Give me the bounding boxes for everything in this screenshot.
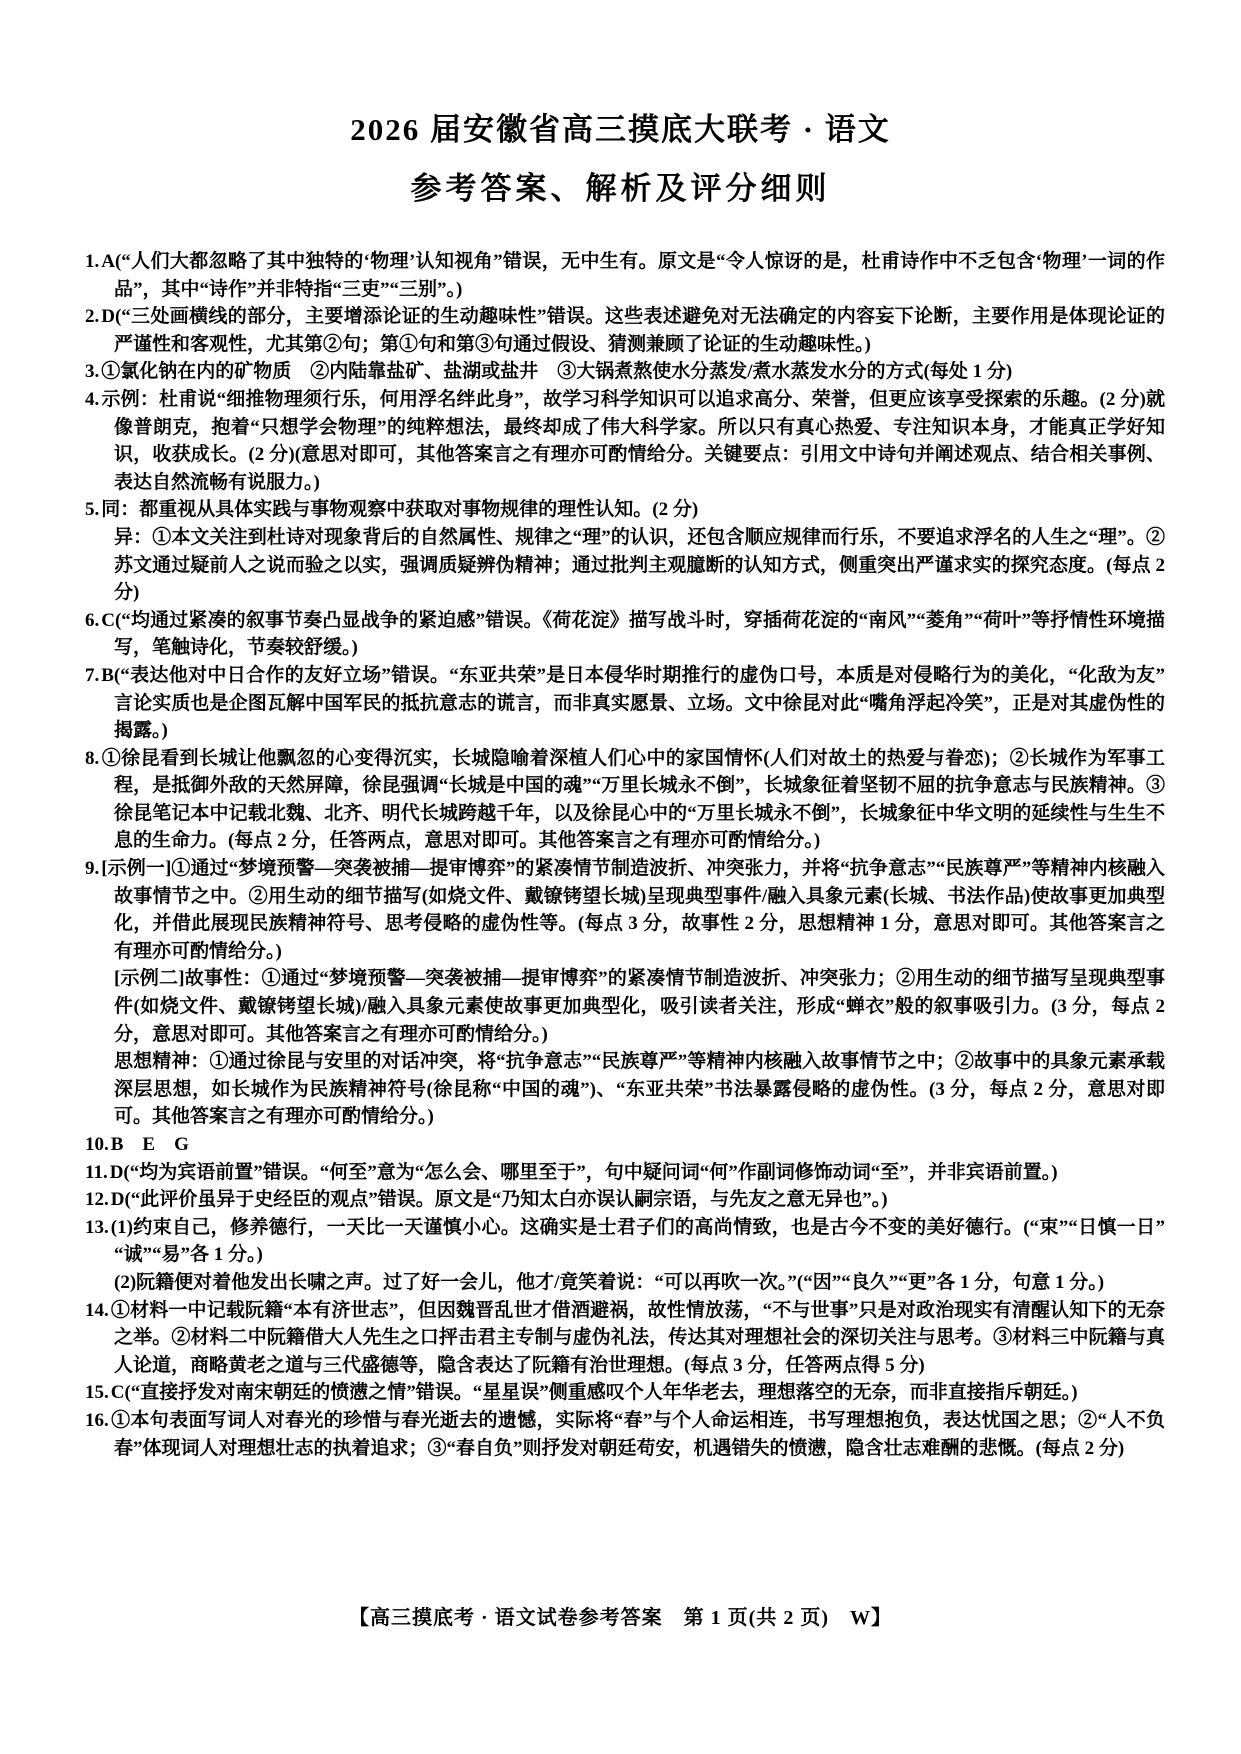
item-number: 3.	[85, 361, 100, 383]
item-number: 8.	[85, 747, 100, 769]
answer-subtext: 异：①本文关注到杜诗对现象背后的自然属性、规律之“理”的认识，还包含顺应规律而行乐，不要追求浮名的人生之“理”。②苏文通过疑前人之说而验之以实，强调质疑辨伪精神；通过批判主观臆断的认知方式，侧重突出严谨求实的探究态度。(每点 2 分)	[114, 526, 1165, 604]
item-number: 9.	[85, 858, 100, 880]
answer-item-3	[85, 358, 1165, 386]
item-number: 14.	[85, 1299, 109, 1321]
answer-item-15	[85, 1379, 1165, 1407]
item-number: 4.	[85, 388, 100, 410]
item-number: 15.	[85, 1382, 109, 1404]
answer-text: 1. A(“人们大都忽略了其中独特的‘物理’认知视角”错误，无中生有。原文是“令人惊讶的是，杜甫诗作中不乏包含‘物理’一词的作品”，其中“诗作”并非特指“三吏”“三别”。)	[85, 251, 1165, 300]
item-number: 1.	[85, 251, 100, 272]
answer-item-12	[85, 1186, 1165, 1214]
document-title: 2026 届安徽省高三摸底大联考 · 语文	[350, 112, 891, 147]
answer-item-10	[85, 1131, 1165, 1159]
document-subtitle: 参考答案、解析及评分细则	[410, 171, 831, 206]
answer-text: 2. D(“三处画横线的部分，主要增添论证的生动趣味性”错误。这些表述避免对无法确定的内容妄下论断，主要作用是体现论证的严谨性和客观性，尤其第②句；第①句和第③句通过假设、猜测兼顾了论证的生动趣味性。)	[85, 306, 1165, 355]
item-number: 16.	[85, 1409, 109, 1431]
answer-text: 12. D(“此评价虽异于史经臣的观点”错误。原文是“乃知太白亦误认嗣宗语，与先友之意无异也”。)	[85, 1189, 888, 1211]
answer-item-14	[85, 1297, 1165, 1380]
answer-item-16	[85, 1407, 1165, 1462]
answer-subtext: 思想精神：①通过徐昆与安里的对话冲突，将“抗争意志”“民族尊严”等精神内核融入故事情节之中；②故事中的具象元素承载深层思想，如长城作为民族精神符号(徐昆称“中国的魂”)、“东亚共荣”书法暴露侵略的虚伪性。(3 分，每点 2 分，意思对即可。其他答案言之有理亦可酌情给分。)	[114, 1051, 1165, 1128]
answer-subtext: (2)阮籍便对着他发出长啸之声。过了好一会儿，他才/竟笑着说：“可以再吹一次。”(“因”“良久”“更”各 1 分，句意 1 分。)	[114, 1271, 1105, 1293]
answer-text: 14. ①材料一中记载阮籍“本有济世志”，但因魏晋乱世才借酒避祸，故性情放荡，“不与世事”只是对政治现实有清醒认知下的无奈之举。②材料二中阮籍借大人先生之口抨击君主专制与虚伪礼法，传达其对理想社会的深切关注与思考。③材料三中阮籍与真人论道，商略黄老之道与三代盛德等，隐含表达了阮籍有治世理想。(每点 3 分，任答两点得 5 分)	[85, 1299, 1165, 1376]
item-number: 2.	[85, 306, 100, 328]
answer-text: 16. ①本句表面写词人对春光的珍惜与春光逝去的遗憾，实际将“春”与个人命运相连，书写理想抱负，表达忧国之思；②“人不负春”体现词人对理想壮志的执着追求；③“春自负”则抒发对朝廷苟安，机遇错失的愤懑，隐含壮志难酬的悲慨。(每点 2 分)	[85, 1409, 1165, 1459]
answer-item-8	[85, 745, 1165, 855]
answer-text: 10. B E G	[85, 1134, 189, 1155]
answer-text: 15. C(“直接抒发对南宋朝廷的愤懑之情”错误。“星星误”侧重感叹个人年华老去，理想落空的无奈，而非直接指斥朝廷。)	[85, 1382, 1078, 1404]
answer-item-7	[85, 662, 1165, 745]
answer-text: 3. ①氯化钠在内的矿物质 ②内陆靠盐矿、盐湖或盐井 ③大锅煮熬使水分蒸发/煮水蒸发水分的方式(每处 1 分)	[85, 361, 1013, 383]
answers-list	[85, 248, 1165, 1462]
answer-item-5	[85, 496, 1165, 606]
page-footer	[0, 1601, 1241, 1630]
answer-text: 6. C(“均通过紧凑的叙事节奏凸显战争的紧迫感”错误。《荷花淀》描写战斗时，穿插荷花淀的“南风”“菱角”“荷叶”等抒情性环境描写，笔触诗化，节奏较舒缓。)	[85, 609, 1165, 659]
answer-item-11	[85, 1159, 1165, 1187]
item-number: 5.	[85, 499, 100, 521]
answer-text: 13. (1)约束自己，修养德行，一天比一天谨慎小心。这确实是士君子们的高尚情致，也是古今不变的美好德行。(“束”“日慎一日”“诚”“易”各 1 分。)	[85, 1216, 1165, 1266]
answer-item-2	[85, 303, 1165, 358]
answer-text: 9. [示例一]①通过“梦境预警—突袭被捕—提审博弈”的紧凑情节制造波折、冲突张力，并将“抗争意志”“民族尊严”等精神内核融入故事情节之中。②用生动的细节描写(如烧文件、戴镣铐望长城)呈现典型事件/融入具象元素(长城、书法作品)使故事更加典型化，并借此展现民族精神符号、思考侵略的虚伪性等。(每点 3 分，故事性 2 分，思想精神 1 分，意思对即可。其他答案言之有理亦可酌情给分。)	[85, 858, 1165, 962]
answer-subtext: [示例二]故事性：①通过“梦境预警—突袭被捕—提审博弈”的紧凑情节制造波折、冲突张力；②用生动的细节描写呈现典型事件(如烧文件、戴镣铐望长城)/融入具象元素使故事更加典型化，吸引读者关注，形成“蝉衣”般的叙事吸引力。(3 分，每点 2 分，意思对即可。其他答案言之有理亦可酌情给分。)	[114, 968, 1165, 1045]
answer-text: 4. 示例：杜甫说“细推物理须行乐，何用浮名绊此身”，故学习科学知识可以追求高分、荣誉，但更应该享受探索的乐趣。(2 分)就像普朗克，抱着“只想学会物理”的纯粹想法，最终却成了伟大科学家。所以只有真心热爱、专注知识本身，才能真正学好知识，收获成长。(2 分)(意思对即可，其他答案言之有理亦可酌情给分。关键要点：引用文中诗句并阐述观点、结合相关事例、表达自然流畅有说服力。)	[85, 388, 1165, 493]
item-number: 6.	[85, 609, 100, 631]
answer-text: 7. B(“表达他对中日合作的友好立场”错误。“东亚共荣”是日本侵华时期推行的虚伪口号，本质是对侵略行为的美化，“化敌为友”言论实质也是企图瓦解中国军民的抵抗意志的谎言，而非真实愿景、立场。文中徐昆对此“嘴角浮起冷笑”，正是对其虚伪性的揭露。)	[85, 664, 1165, 742]
answer-item-4	[85, 386, 1165, 496]
answer-item-1	[85, 248, 1165, 303]
answer-item-9	[85, 855, 1165, 1131]
item-number: 12.	[85, 1189, 109, 1211]
answer-text: 5. 同：都重视从具体实践与事物观察中获取对事物规律的理性认知。(2 分)	[85, 499, 699, 521]
item-number: 10.	[85, 1134, 109, 1155]
answer-text: 8. ①徐昆看到长城让他飘忽的心变得沉实，长城隐喻着深植人们心中的家国情怀(人们对故土的热爱与眷恋)；②长城作为军事工程，是抵御外敌的天然屏障，徐昆强调“长城是中国的魂”“万里长城永不倒”，长城象征着坚韧不屈的抗争意志与民族精神。③徐昆笔记本中记载北魏、北齐、明代长城跨越千年，以及徐昆心中的“万里长城永不倒”，长城象征中华文明的延续性与生生不息的生命力。(每点 2 分，任答两点，意思对即可。其他答案言之有理亦可酌情给分。)	[85, 747, 1165, 852]
item-number: 7.	[85, 664, 100, 686]
footer-text: 【高三摸底考 · 语文试卷参考答案 第 1 页(共 2 页) W】	[349, 1607, 892, 1629]
item-number: 13.	[85, 1216, 109, 1238]
answer-item-13	[85, 1214, 1165, 1297]
item-number: 11.	[85, 1161, 108, 1183]
answer-item-6	[85, 607, 1165, 662]
document-header	[0, 0, 1241, 208]
answer-text: 11. D(“均为宾语前置”错误。“何至”意为“怎么会、哪里至于”，句中疑问词“何”作副词修饰动词“至”，并非宾语前置。)	[85, 1161, 1058, 1183]
